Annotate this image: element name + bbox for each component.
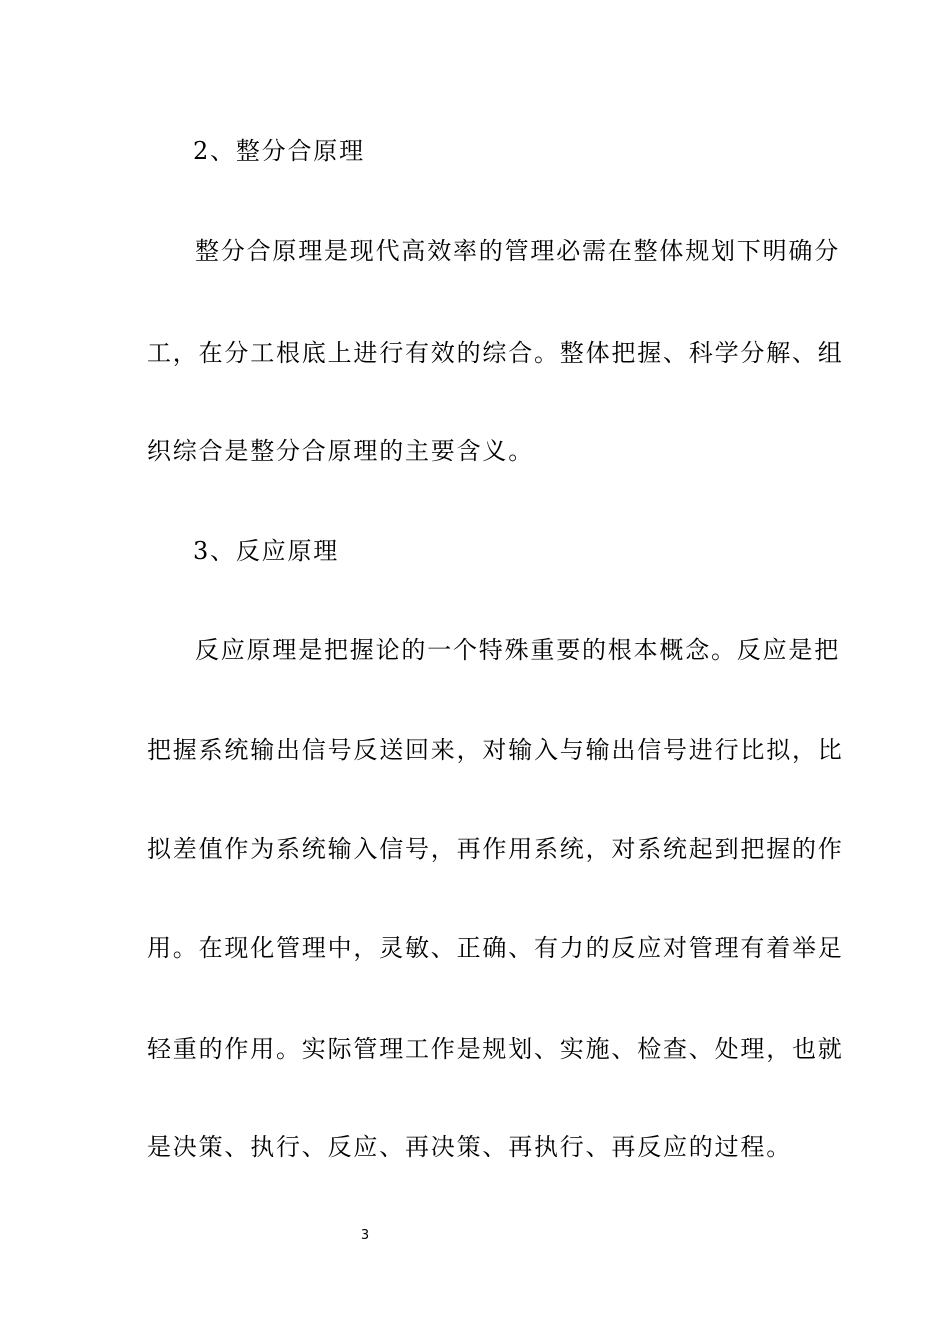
section-3-paragraph-line-2: 把握系统输出信号反送回来，对输入与输出信号进行比拟，比 — [147, 736, 844, 764]
section-3-paragraph-line-5: 轻重的作用。实际管理工作是规划、实施、检查、处理，也就 — [147, 1035, 844, 1063]
section-3-paragraph-line-3: 拟差值作为系统输入信号，再作用系统，对系统起到把握的作 — [147, 835, 844, 863]
page-number: 3 — [360, 1228, 370, 1243]
section-2-paragraph-line-2: 工，在分工根底上进行有效的综合。整体把握、科学分解、组 — [147, 339, 844, 367]
section-3-paragraph-line-4: 用。在现化管理中，灵敏、正确、有力的反应对管理有着举足 — [147, 934, 844, 962]
section-3-paragraph-line-6: 是决策、执行、反应、再决策、再执行、再反应的过程。 — [147, 1133, 792, 1161]
section-3-heading: 3、反应原理 — [193, 537, 340, 565]
section-2-paragraph-line-1: 整分合原理是现代高效率的管理必需在整体规划下明确分 — [195, 237, 840, 265]
section-3-paragraph-line-1: 反应原理是把握论的一个特殊重要的根本概念。反应是把 — [195, 636, 840, 664]
section-2-heading: 2、整分合原理 — [193, 137, 365, 165]
section-2-paragraph-line-3: 织综合是整分合原理的主要含义。 — [147, 437, 534, 465]
